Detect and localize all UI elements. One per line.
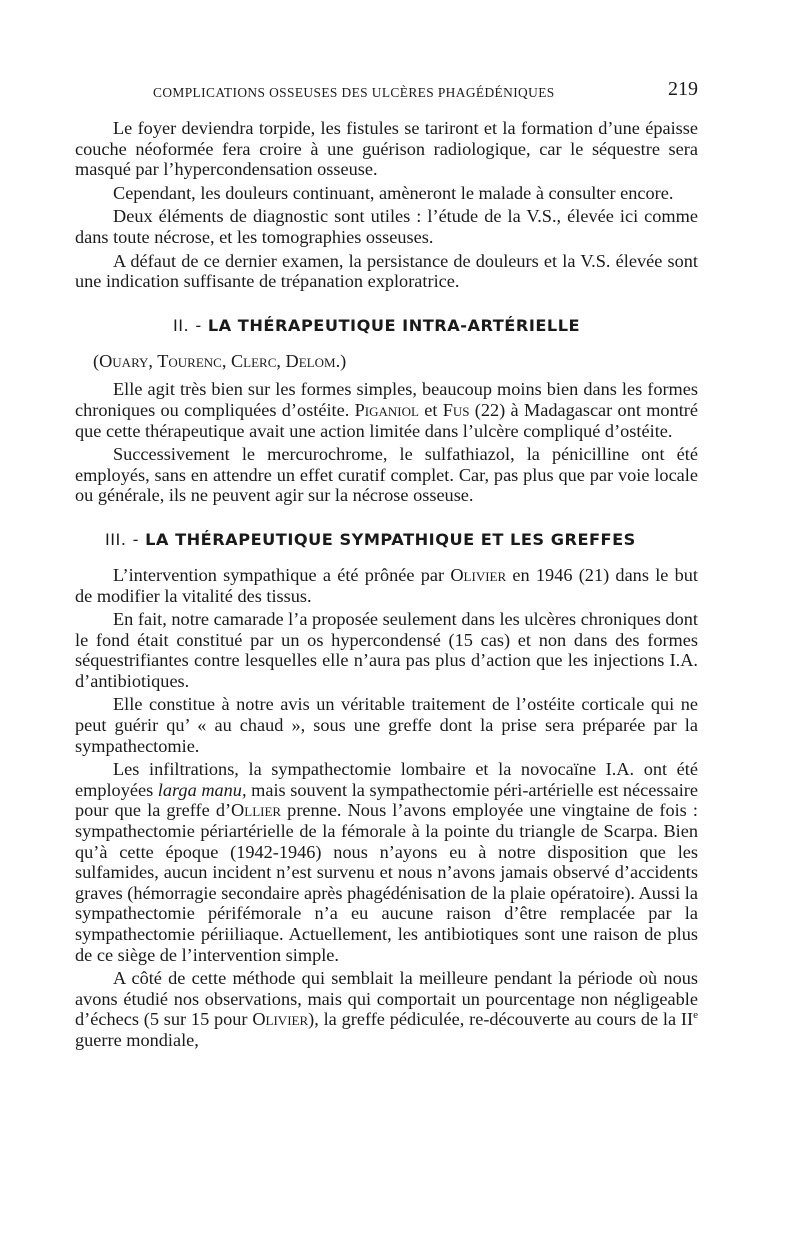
paragraph: Elle constitue à notre avis un véritable traitement de l’ostéite corticale qui ne peut guérir qu’ « au chaud », sous une greffe dont la prise sera préparée par la sympathectomie. [75,694,698,756]
section-dash: - [195,315,202,335]
running-title: COMPLICATIONS OSSEUSES DES ULCÈRES PHAGÉDÉNIQUES [153,85,555,100]
section-dash: - [132,529,139,549]
running-header [75,78,698,104]
paragraph [75,759,698,965]
authors-open-paren: ( [93,350,100,371]
section-number: III. [105,529,127,549]
paragraph [75,565,698,606]
paragraph: Deux éléments de diagnostic sont utiles : l’étude de la V.S., élevée ici comme dans toute nécrose, et les tomographies osseuses. [75,206,698,247]
paragraph: En fait, notre camarade l’a proposée seulement dans les ulcères chroniques dont le fond était constitué par un os hypercondensé (15 cas) et non dans des formes séquestrifiantes contre lesquelles elle n’aura pas plus d’action que les injections I.A. d’antibiotiques. [75,609,698,691]
section-authors [75,351,698,372]
author-name: Fus [442,399,470,420]
authors-close-paren: ) [340,350,347,371]
text-run: mais souvent la sympathectomie péri-artérielle est nécessaire pour que la greffe d’ [75,779,698,821]
text-run: ), la greffe pédiculée, re-découverte au cours de la II [308,1009,694,1030]
author-name: Piganiol [354,399,419,420]
paragraph: Successivement le mercurochrome, le sulfathiazol, la pénicilline ont été employés, sans en attendre un effet curatif complet. Car, pas plus que par voie locale ou générale, ils ne peuvent agir sur la nécrose osseuse. [75,444,698,506]
text-run: et [418,399,443,420]
author-name: Olivier [450,564,507,585]
author-name: Olivier [252,1009,309,1030]
document-page [75,78,698,1054]
section-number: II. [173,315,190,335]
superscript: e [693,1009,698,1022]
text-run: en 1946 (21) dans le but de modifier la vitalité des tissus. [75,564,698,606]
text-run: L’intervention sympathique a été prônée par [113,564,451,585]
text-run: A côté de cette méthode qui semblait la meilleure pendant la période où nous avons étudié nos observations, mais qui comportait un pourcentage non négligeable d’échecs (5 sur 15 pour [75,968,698,1030]
page-number: 219 [668,78,698,100]
section-heading-3 [75,530,698,549]
text-run: (22) à Madagascar ont montré que cette thérapeutique avait une action limitée dans l’ulcère compliqué d’ostéite. [75,399,698,441]
paragraph [75,379,698,441]
section-heading-2 [75,316,698,335]
text-run: Elle agit très bien sur les formes simples, beaucoup moins bien dans les formes chroniques ou compliquées d’ostéite. [75,379,698,420]
paragraph: Le foyer deviendra torpide, les fistules se tariront et la formation d’une épaisse couche néoformée fera croire à une guérison radiologique, car le séquestre sera masqué par l’hypercondensation osseuse. [75,118,698,180]
text-run: prenne. Nous l’avons employée une vingtaine de fois : sympathectomie périartérielle de la fémorale à la pointe du triangle de Scarpa. Bien qu’à cette époque (1942-1946) nous n’ayons eu à notre disposition que les sulfamides, aucun incident n’est survenu et nous n’avons jamais observé d’accidents graves (hémorragie secondaire après phagédénisation de la plaie opératoire). Aussi la sympathectomie périfémorale n’a eu aucune raison d’être remplacée par la sympathectomie périiliaque. Actuellement, les antibiotiques sont une raison de plus de ce siège de l’intervention simple. [75,800,698,965]
author-name: Ollier [231,800,282,821]
text-run: guerre mondiale, [75,1029,199,1050]
paragraph [75,968,698,1050]
author-names: Ouary, Tourenc, Clerc, Delom. [99,350,341,371]
paragraph: A défaut de ce dernier examen, la persistance de douleurs et la V.S. élevée sont une indication suffisante de trépanation exploratrice. [75,250,698,292]
section-title: LA THÉRAPEUTIQUE SYMPATHIQUE ET LES GREFFES [145,529,636,549]
section-title: LA THÉRAPEUTIQUE INTRA-ARTÉRIELLE [207,315,581,335]
italic-phrase: larga manu, [157,779,247,800]
text-run: Les infiltrations, la sympathectomie lombaire et la novocaïne I.A. ont été employées [75,759,698,800]
paragraph: Cependant, les douleurs continuant, amèneront le malade à consulter encore. [113,182,674,203]
